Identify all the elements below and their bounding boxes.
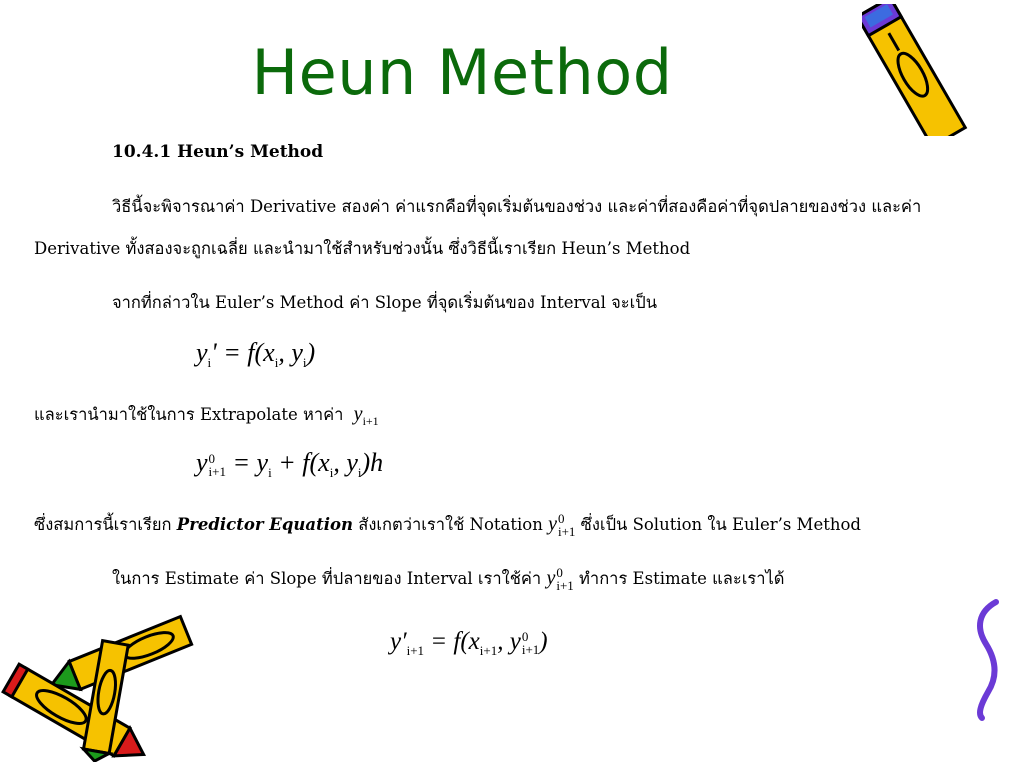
slide-title: Heun Method (251, 36, 673, 109)
equation-slope-at-start: $y_i' = f(x_i$, $y_i$) (196, 338, 316, 371)
paragraph-5-suffix: ทำการ Estimate และเราได้ (579, 569, 785, 588)
purple-bracket-icon (968, 598, 1008, 722)
equation-slope-at-end: $y'_{i+1} = f(x_{i+1}$, y 0 i+1 ) (390, 628, 548, 658)
pencil-topright-icon (862, 4, 972, 136)
paragraph-4-prefix: ซึ่งสมการนี้เราเรียก (34, 515, 172, 534)
crossed-pencils-icon (0, 612, 210, 762)
paragraph-5 (112, 566, 784, 592)
section-heading: 10.4.1 Heun’s Method (112, 142, 324, 162)
predictor-equation-term: Predictor Equation (176, 515, 353, 534)
paragraph-4-suffix: ซึ่งเป็น Solution ใน Euler’s Method (580, 515, 861, 534)
symbol-y-0-i-plus-1: y 0 i+1 (548, 511, 576, 540)
paragraph-1-line-1: วิธีนี้จะพิจารณาค่า Derivative สองค่า ค่าแรกคือที่จุดเริ่มต้นของช่วง และค่าที่สองคือค่าที่จุดปลายของช่วง และค่า (112, 197, 922, 216)
symbol-y-0-i-plus-1-b: y 0 i+1 (546, 565, 574, 594)
equation-predictor: y 0 i+1 = $y_i + f(x_i$, $y_i)h$ (196, 448, 384, 481)
symbol-y-i-plus-1: $y_{i+1}$ (353, 403, 379, 428)
paragraph-2: จากที่กล่าวใน Euler’s Method ค่า Slope ที่จุดเริ่มต้นของ Interval จะเป็น (112, 293, 658, 312)
paragraph-4-mid: สังเกตว่าเราใช้ Notation (358, 515, 543, 534)
paragraph-3-text: และเรานำมาใช้ในการ Extrapolate หาค่า (34, 405, 344, 424)
paragraph-1-line-2: Derivative ทั้งสองจะถูกเฉลี่ย และนำมาใช้สำหรับช่วงนั้น ซึ่งวิธีนี้เราเรียก Heun’s Method (34, 239, 691, 258)
paragraph-5-prefix: ในการ Estimate ค่า Slope ที่ปลายของ Interval เราใช้ค่า (112, 569, 542, 588)
paragraph-3 (34, 402, 379, 429)
paragraph-4 (34, 512, 861, 538)
